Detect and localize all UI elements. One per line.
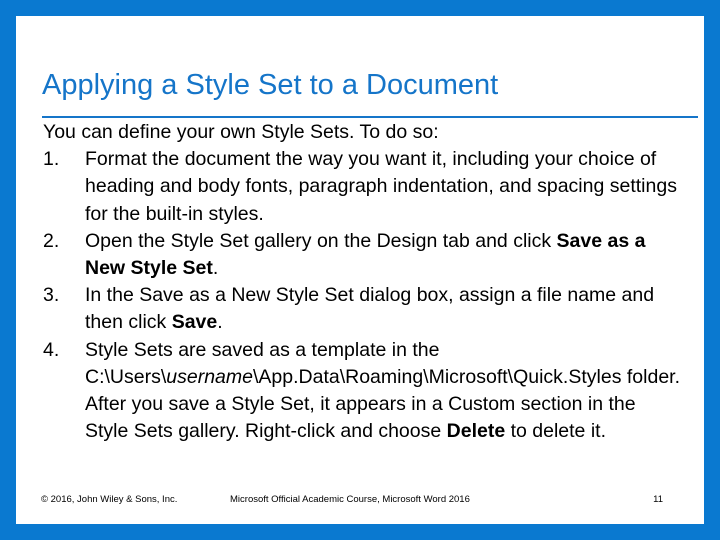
step-number: 2. [43, 229, 60, 252]
italic-term: username [166, 365, 253, 388]
bold-term: Save [171, 311, 218, 334]
steps-list [43, 146, 683, 445]
step-number: 1. [43, 148, 60, 171]
bold-term: Delete [446, 420, 506, 443]
step-text: In the Save as a New Style Set dialog box, assign a file name and then click Save. [85, 284, 655, 334]
step-text: Style Sets are saved as a template in the C:\Users\username\App.Data\Roaming\Microsoft\Quick.Styles folder. After you save a Style Set, it appears in a Custom section in the Style Sets gallery. Right-click and choose Delete to delete it. [85, 338, 681, 443]
list-item [43, 337, 683, 446]
list-item [43, 228, 683, 282]
slide-panel [16, 16, 704, 524]
step-number: 3. [43, 284, 60, 307]
title-underline [42, 116, 698, 118]
step-number: 4. [43, 338, 60, 361]
list-item [43, 146, 683, 228]
step-text: Format the document the way you want it, including your choice of heading and body fonts, paragraph indentation, and spacing settings for the built-in styles. [85, 148, 677, 225]
bold-term: Save as a New Style Set [85, 229, 646, 280]
intro-text: You can define your own Style Sets. To do so: [43, 121, 439, 143]
footer-copyright: © 2016, John Wiley & Sons, Inc. [41, 494, 178, 505]
slide-body [43, 119, 683, 445]
slide-title: Applying a Style Set to a Document [42, 69, 499, 101]
step-text: Open the Style Set gallery on the Design tab and click Save as a New Style Set. [85, 229, 646, 280]
list-item [43, 282, 683, 336]
footer-course-title: Microsoft Official Academic Course, Microsoft Word 2016 [230, 494, 470, 505]
page-number: 11 [653, 494, 663, 505]
